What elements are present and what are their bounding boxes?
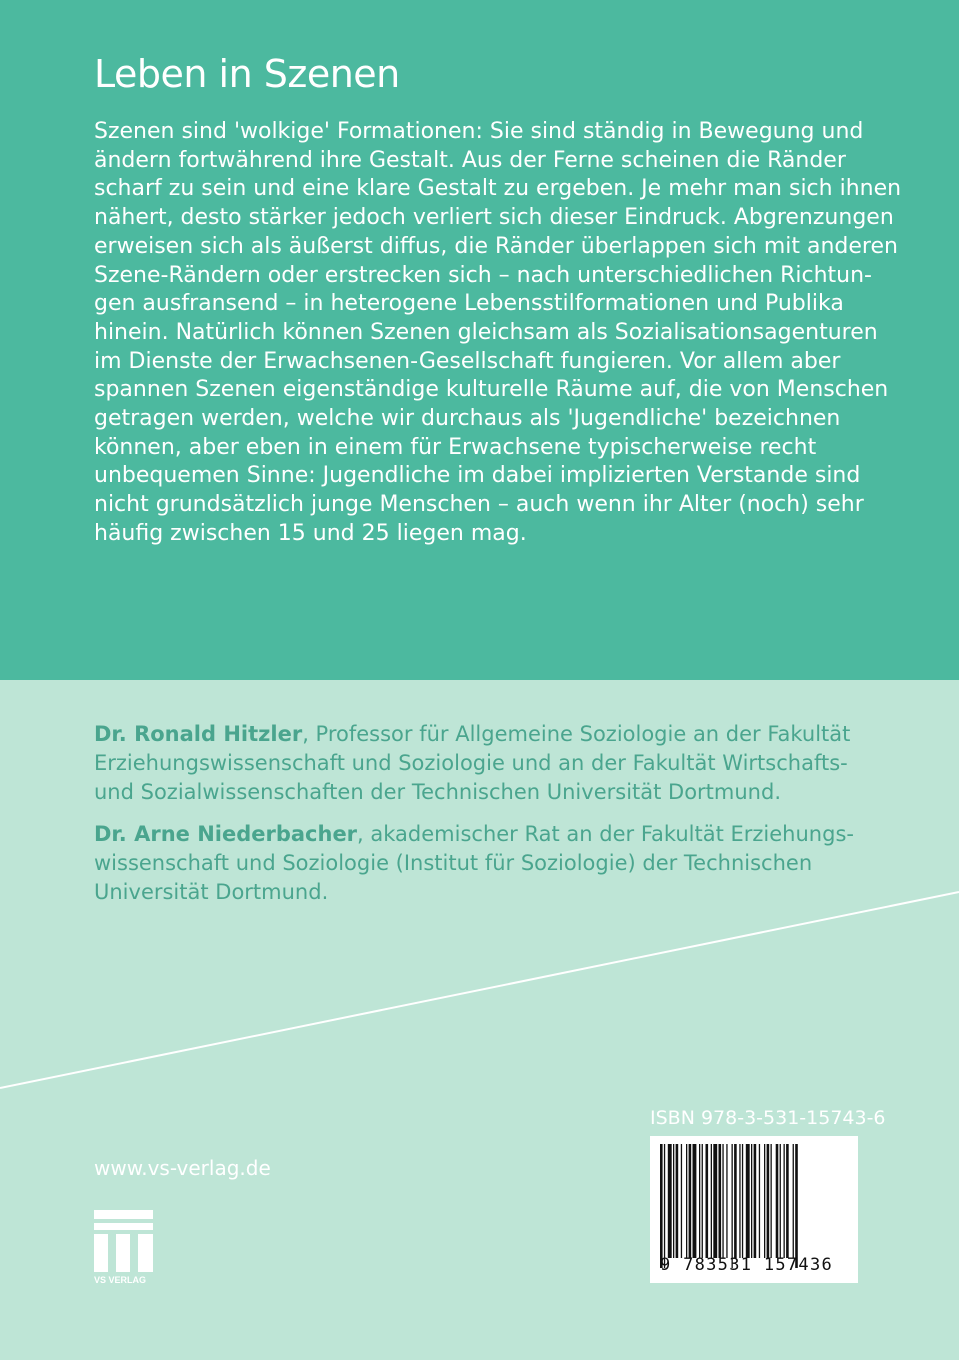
barcode-bar [746, 1144, 750, 1258]
logo-caption: VS VERLAG [94, 1275, 147, 1284]
barcode-bar [689, 1144, 692, 1258]
blurb-line: gen ausfransend – in heterogene Lebensstilformationen und Publika [94, 291, 844, 317]
author-name: Dr. Ronald Hitzler [94, 722, 303, 746]
barcode-bar [676, 1144, 679, 1258]
barcode-bar [759, 1144, 760, 1258]
barcode-bar [754, 1144, 757, 1258]
vs-verlag-logo-icon [94, 1210, 154, 1284]
blurb-text [94, 118, 902, 549]
blurb-line: scharf zu sein und eine klare Gestalt zu ergeben. Je mehr man sich ihnen [94, 176, 902, 202]
barcode-digits: 9 783531 157436 [660, 1255, 834, 1275]
blurb-line: häufig zwischen 15 und 25 liegen mag. [94, 520, 527, 546]
barcode-bar [751, 1144, 752, 1258]
barcode-bar [668, 1144, 672, 1258]
barcode-bar [742, 1144, 743, 1258]
blurb-line: nähert, desto stärker jedoch verliert sich dieser Eindruck. Abgrenzungen [94, 205, 894, 231]
blurb-line: hinein. Natürlich können Szenen gleichsam als Sozialisationsagenturen [94, 319, 878, 345]
author-name: Dr. Arne Niederbacher [94, 822, 358, 846]
diagonal-divider-line [0, 880, 959, 1100]
barcode-bar [732, 1144, 733, 1268]
author-bio-line: Universität Dortmund. [94, 880, 329, 904]
barcode-bar [793, 1144, 794, 1258]
blurb-line: unbequemen Sinne: Jugendliche im dabei implizierten Verstande sind [94, 463, 861, 489]
barcode-bar [719, 1144, 722, 1258]
barcode-bar [739, 1144, 740, 1258]
barcode-bar [767, 1144, 770, 1258]
author-bio-line [94, 720, 874, 749]
blurb-line: Szene-Rändern oder erstrecken sich – nach unterschiedlichen Richtun- [94, 262, 872, 288]
isbn-label: ISBN 978-3-531-15743-6 [650, 1107, 886, 1129]
author-bio-hitzler [94, 720, 874, 807]
blurb-line: ändern fortwährend ihre Gestalt. Aus der Ferne scheinen die Ränder [94, 147, 846, 173]
barcode-bar [664, 1144, 665, 1268]
barcode-bar [722, 1144, 723, 1258]
barcode-bar [686, 1144, 687, 1258]
barcode-bar [699, 1144, 700, 1258]
author-bio-line: Erziehungswissenschaft und Soziologie und an der Fakultät Wirtschafts- [94, 751, 848, 775]
author-bio-text: , akademischer Rat an der Fakultät Erziehungs- [357, 822, 854, 846]
author-bio-line: wissenschaft und Soziologie (Institut für Soziologie) der Technischen [94, 851, 813, 875]
author-bio-text: , Professor für Allgemeine Soziologie an der Fakultät [302, 722, 851, 746]
barcode-bar [771, 1144, 772, 1258]
blurb-line: Szenen sind 'wolkige' Formationen: Sie sind ständig in Bewegung und [94, 119, 864, 144]
barcode-bar [780, 1144, 781, 1258]
barcode-bar [795, 1144, 798, 1268]
barcode-bar [786, 1144, 789, 1258]
barcode-bar [673, 1144, 674, 1258]
barcode-bar [693, 1144, 697, 1258]
blurb-line: getragen werden, welche wir durchaus als 'Jugendliche' bezeichnen [94, 406, 841, 432]
barcode-bar [660, 1144, 663, 1268]
barcode-bar [711, 1144, 712, 1258]
blurb-line: nicht grundsätzlich junge Menschen – auch wenn ihr Alter (noch) sehr [94, 492, 864, 518]
author-bio-line [94, 820, 874, 849]
book-title: Leben in Szenen [94, 52, 400, 96]
blurb-line: spannen Szenen eigenständige kulturelle Räume auf, die von Menschen [94, 377, 889, 403]
barcode-bar [681, 1144, 682, 1258]
barcode-bar [726, 1144, 727, 1258]
barcode-bar [764, 1144, 765, 1258]
publisher-website: www.vs-verlag.de [94, 1156, 271, 1180]
barcode-bar [702, 1144, 703, 1258]
barcode-bar [734, 1144, 737, 1258]
barcode-bar [706, 1144, 709, 1258]
blurb-line: im Dienste der Erwachsenen-Gesellschaft fungieren. Vor allem aber [94, 348, 841, 374]
barcode-bar [713, 1144, 717, 1258]
barcode-bar [784, 1144, 785, 1258]
blurb-line: können, aber eben in einem für Erwachsene typischerweise recht [94, 434, 817, 460]
barcode-bar [776, 1144, 779, 1258]
blurb-line: erweisen sich als äußerst diffus, die Ränder überlappen sich mit anderen [94, 233, 898, 259]
author-bio-line: und Sozialwissenschaften der Technischen Universität Dortmund. [94, 780, 782, 804]
